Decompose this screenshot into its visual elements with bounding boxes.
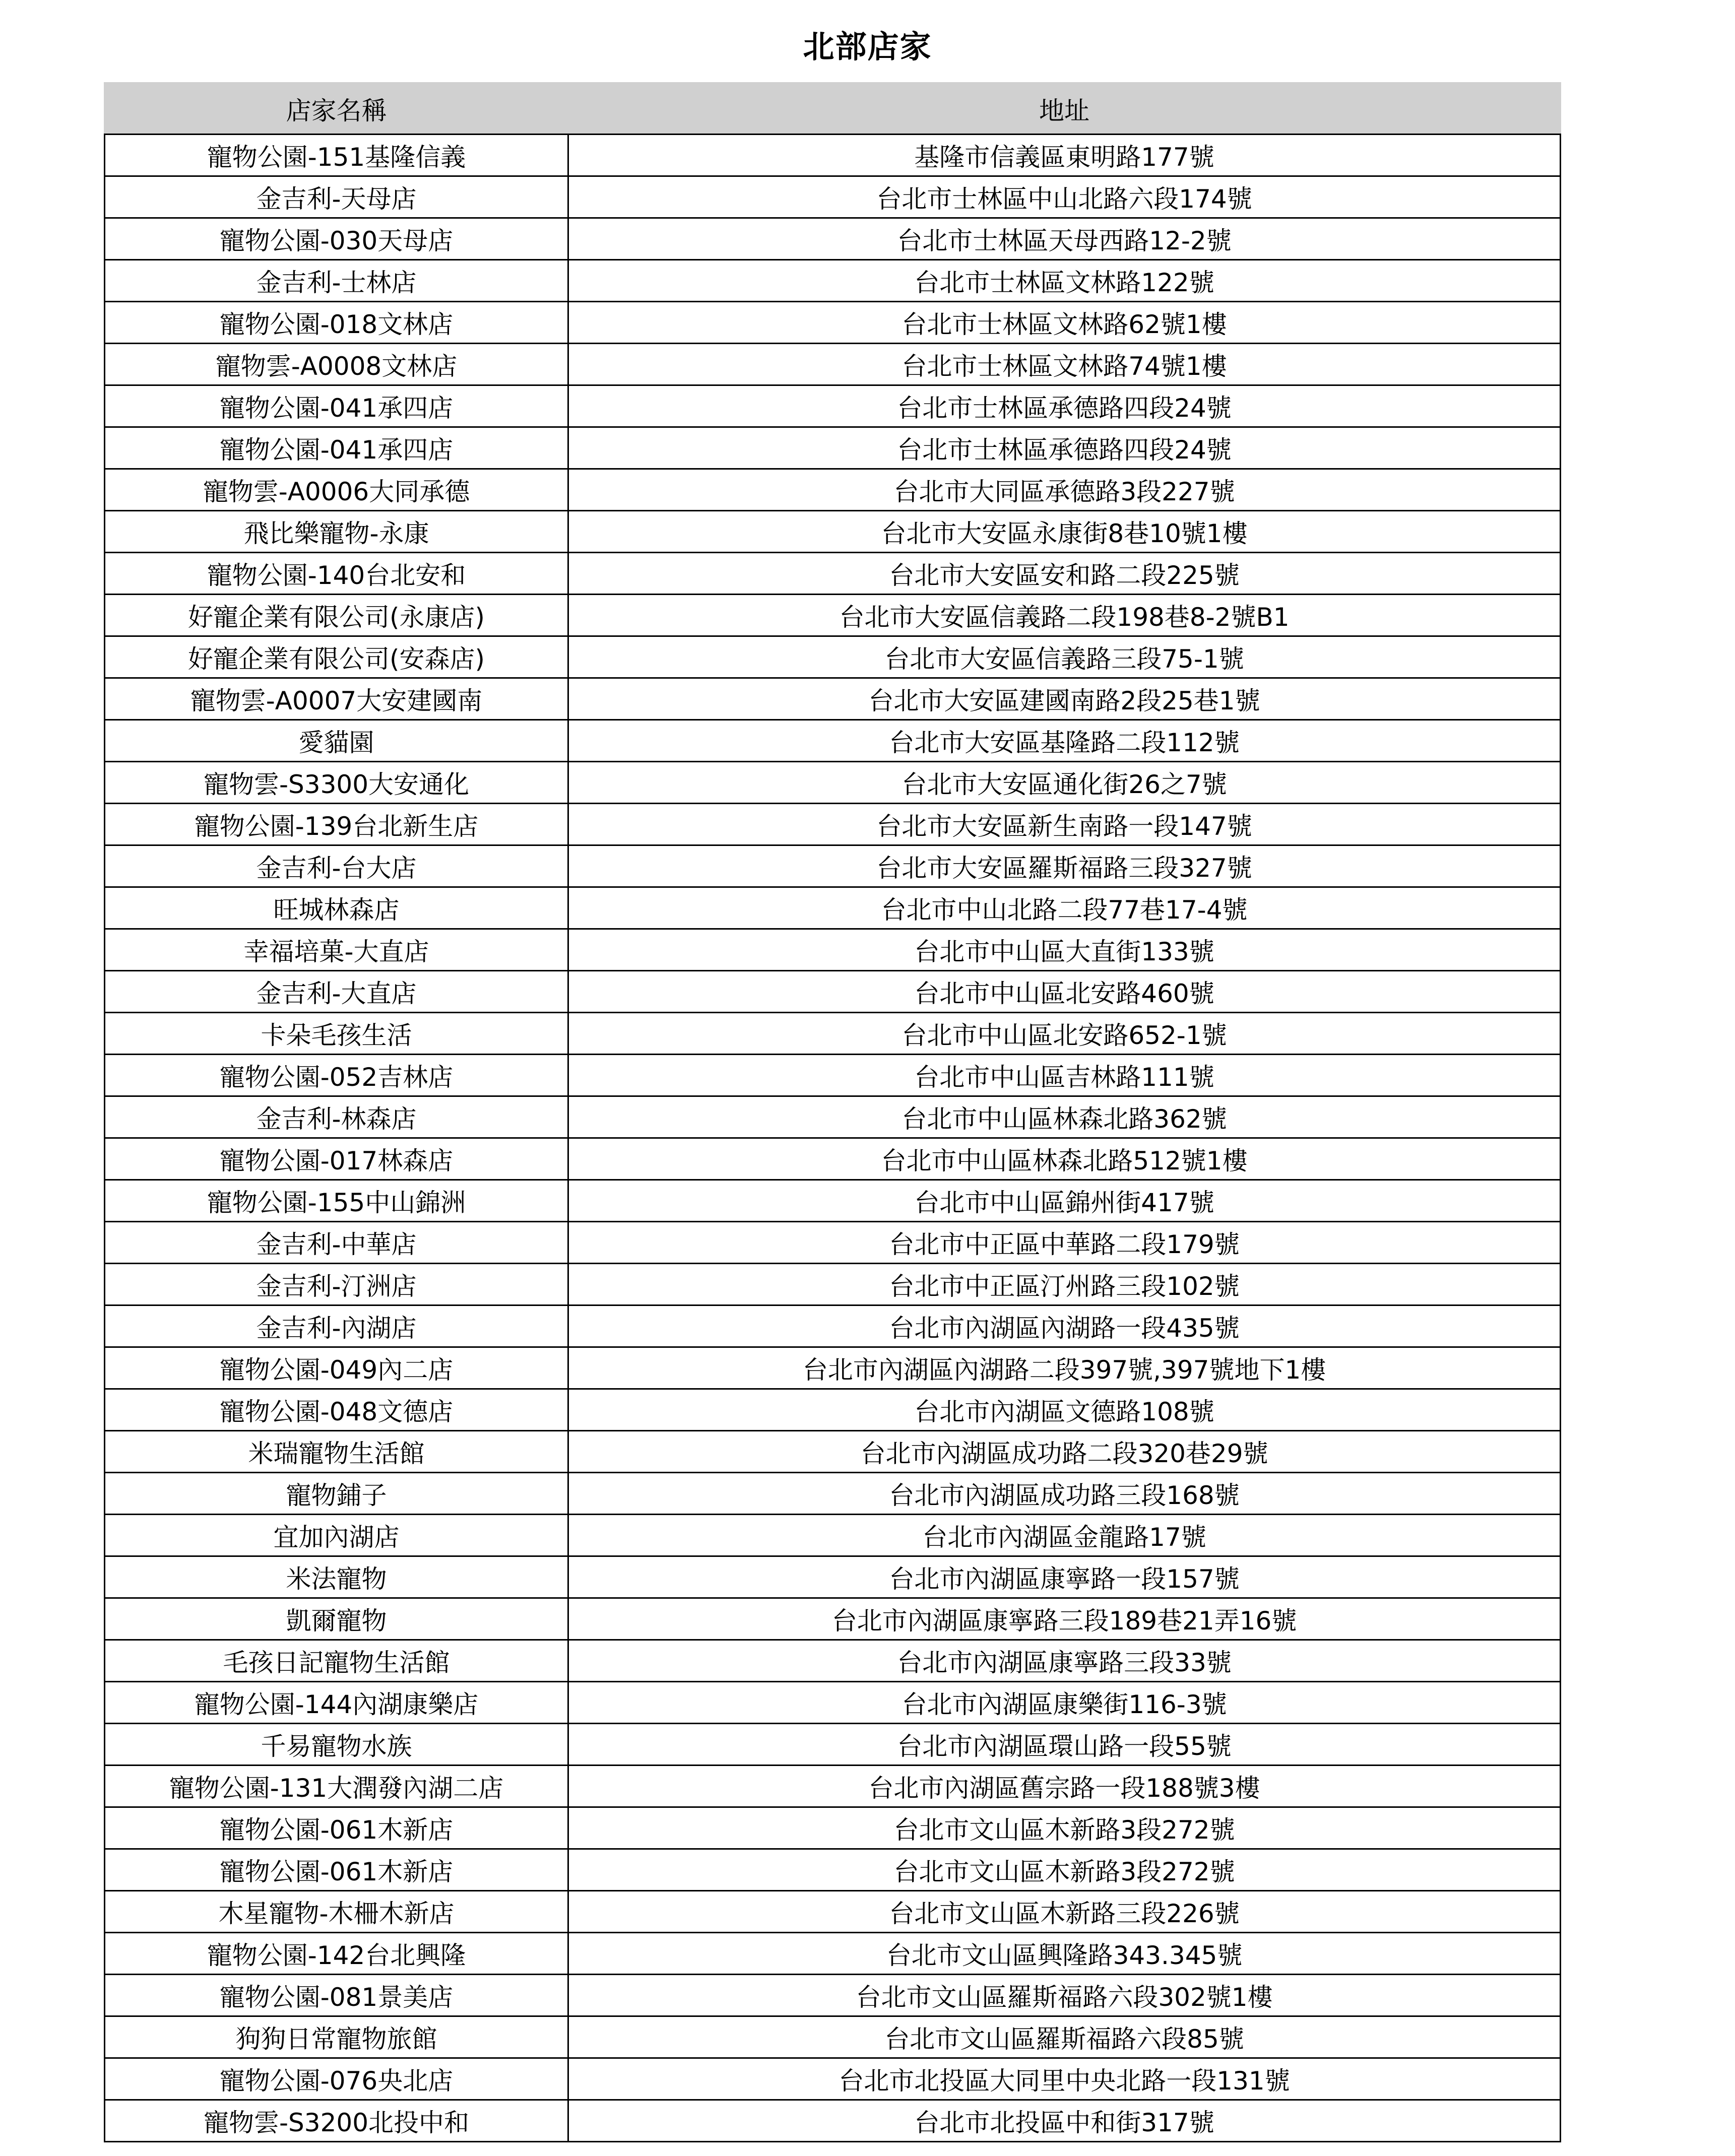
store-address-cell: 台北市文山區羅斯福路六段302號1樓 [568,1975,1561,2016]
table-row [105,887,1561,929]
store-address-cell: 台北市中正區中華路二段179號 [568,1222,1561,1264]
store-address-cell: 台北市士林區承德路四段24號 [568,385,1561,427]
table-row [105,845,1561,887]
store-name-cell: 寵物雲-A0006大同承德 [105,469,568,511]
table-row [105,1682,1561,1724]
store-name-cell: 寵物公園-061木新店 [105,1849,568,1891]
store-address-cell: 台北市大安區信義路三段75-1號 [568,636,1561,678]
table-row [105,1055,1561,1096]
store-address-cell: 台北市北投區大同里中央北路一段131號 [568,2058,1561,2100]
store-address-cell: 台北市文山區木新路三段226號 [568,1891,1561,1933]
store-address-cell: 基隆市信義區東明路177號 [568,135,1561,176]
store-address-cell: 台北市內湖區康寧路三段33號 [568,1640,1561,1682]
store-name-cell: 寵物公園-052吉林店 [105,1055,568,1096]
table-row [105,1347,1561,1389]
store-name-cell: 金吉利-天母店 [105,176,568,218]
store-name-cell: 寵物公園-151基隆信義 [105,135,568,176]
store-address-cell: 台北市內湖區內湖路一段435號 [568,1305,1561,1347]
store-address-cell: 台北市大安區基隆路二段112號 [568,720,1561,762]
store-address-cell: 台北市大安區羅斯福路三段327號 [568,845,1561,887]
table-row [105,135,1561,176]
store-name-cell: 寵物鋪子 [105,1473,568,1515]
store-address-cell: 台北市大安區建國南路2段25巷1號 [568,678,1561,720]
table-row [105,971,1561,1013]
table-row [105,636,1561,678]
table-row [105,2058,1561,2100]
column-header-store-name: 店家名稱 [105,83,568,135]
store-address-cell: 台北市大安區永康街8巷10號1樓 [568,511,1561,553]
store-name-cell: 旺城林森店 [105,887,568,929]
store-name-cell: 毛孩日記寵物生活館 [105,1640,568,1682]
table-row [105,511,1561,553]
store-address-cell: 台北市中山區北安路460號 [568,971,1561,1013]
store-name-cell: 寵物公園-142台北興隆 [105,1933,568,1975]
table-row [105,2100,1561,2142]
store-name-cell: 寵物公園-041承四店 [105,385,568,427]
store-name-cell: 金吉利-汀洲店 [105,1264,568,1305]
store-name-cell: 金吉利-台大店 [105,845,568,887]
store-address-cell: 台北市文山區木新路3段272號 [568,1849,1561,1891]
table-row [105,1096,1561,1138]
table-row [105,762,1561,804]
table-row [105,1264,1561,1305]
table-row [105,260,1561,302]
table-row [105,720,1561,762]
store-name-cell: 寵物公園-017林森店 [105,1138,568,1180]
table-row [105,176,1561,218]
table-row [105,1766,1561,1807]
table-row [105,218,1561,260]
store-address-cell: 台北市文山區木新路3段272號 [568,1807,1561,1849]
store-name-cell: 金吉利-林森店 [105,1096,568,1138]
store-name-cell: 金吉利-內湖店 [105,1305,568,1347]
table-row [105,1473,1561,1515]
store-name-cell: 寵物公園-076央北店 [105,2058,568,2100]
store-name-cell: 寵物公園-131大潤發內湖二店 [105,1766,568,1807]
table-row [105,344,1561,385]
store-address-cell: 台北市士林區文林路122號 [568,260,1561,302]
table-row [105,2016,1561,2058]
store-name-cell: 愛貓園 [105,720,568,762]
store-address-cell: 台北市大安區信義路二段198巷8-2號B1 [568,595,1561,636]
store-address-cell: 台北市中山區北安路652-1號 [568,1013,1561,1055]
store-address-cell: 台北市內湖區文德路108號 [568,1389,1561,1431]
store-name-cell: 寵物公園-081景美店 [105,1975,568,2016]
store-address-cell: 台北市中山區林森北路512號1樓 [568,1138,1561,1180]
store-address-cell: 台北市中山區林森北路362號 [568,1096,1561,1138]
table-row [105,1807,1561,1849]
store-name-cell: 寵物公園-049內二店 [105,1347,568,1389]
table-row [105,469,1561,511]
store-name-cell: 飛比樂寵物-永康 [105,511,568,553]
store-name-cell: 寵物公園-155中山錦洲 [105,1180,568,1222]
table-body [105,135,1561,2142]
page-title: 北部店家 [803,28,932,65]
store-address-cell: 台北市中山區大直街133號 [568,929,1561,971]
store-address-cell: 台北市大安區新生南路一段147號 [568,804,1561,845]
store-name-cell: 寵物公園-041承四店 [105,427,568,469]
table-row [105,1515,1561,1556]
store-address-cell: 台北市內湖區舊宗路一段188號3樓 [568,1766,1561,1807]
store-name-cell: 狗狗日常寵物旅館 [105,2016,568,2058]
store-address-cell: 台北市大同區承德路3段227號 [568,469,1561,511]
table-row [105,1975,1561,2016]
store-name-cell: 千易寵物水族 [105,1724,568,1766]
store-address-cell: 台北市士林區文林路74號1樓 [568,344,1561,385]
table-row [105,1180,1561,1222]
store-address-cell: 台北市士林區文林路62號1樓 [568,302,1561,344]
store-name-cell: 寵物公園-048文德店 [105,1389,568,1431]
store-address-cell: 台北市內湖區康寧路三段189巷21弄16號 [568,1598,1561,1640]
table-row [105,678,1561,720]
table-row [105,1138,1561,1180]
store-name-cell: 寵物公園-144內湖康樂店 [105,1682,568,1724]
table-row [105,1013,1561,1055]
store-address-cell: 台北市大安區通化街26之7號 [568,762,1561,804]
store-name-cell: 寵物公園-140台北安和 [105,553,568,595]
store-name-cell: 金吉利-士林店 [105,260,568,302]
table-row [105,1891,1561,1933]
store-table [104,82,1561,2142]
store-name-cell: 好寵企業有限公司(安森店) [105,636,568,678]
store-name-cell: 米瑞寵物生活館 [105,1431,568,1473]
store-name-cell: 寵物公園-061木新店 [105,1807,568,1849]
store-name-cell: 金吉利-大直店 [105,971,568,1013]
store-name-cell: 寵物公園-139台北新生店 [105,804,568,845]
store-address-cell: 台北市士林區天母西路12-2號 [568,218,1561,260]
store-address-cell: 台北市內湖區環山路一段55號 [568,1724,1561,1766]
table-row [105,1556,1561,1598]
store-name-cell: 好寵企業有限公司(永康店) [105,595,568,636]
store-name-cell: 寵物公園-018文林店 [105,302,568,344]
table-row [105,1598,1561,1640]
table-row [105,595,1561,636]
store-address-cell: 台北市內湖區金龍路17號 [568,1515,1561,1556]
table-row [105,1933,1561,1975]
store-address-cell: 台北市內湖區內湖路二段397號,397號地下1樓 [568,1347,1561,1389]
store-name-cell: 寵物雲-S3200北投中和 [105,2100,568,2142]
table-row [105,1222,1561,1264]
table-row [105,1305,1561,1347]
store-name-cell: 寵物雲-A0008文林店 [105,344,568,385]
table-row [105,302,1561,344]
store-name-cell: 卡朵毛孩生活 [105,1013,568,1055]
store-address-cell: 台北市內湖區康寧路一段157號 [568,1556,1561,1598]
store-name-cell: 木星寵物-木柵木新店 [105,1891,568,1933]
store-name-cell: 凱爾寵物 [105,1598,568,1640]
table-header-row [105,83,1561,135]
table-row [105,1849,1561,1891]
column-header-address: 地址 [568,83,1561,135]
store-name-cell: 幸福培菓-大直店 [105,929,568,971]
table-row [105,1640,1561,1682]
store-address-cell: 台北市內湖區成功路三段168號 [568,1473,1561,1515]
table-row [105,427,1561,469]
store-name-cell: 寵物公園-030天母店 [105,218,568,260]
store-address-cell: 台北市文山區羅斯福路六段85號 [568,2016,1561,2058]
table-row [105,385,1561,427]
table-row [105,1389,1561,1431]
store-address-cell: 台北市中山區吉林路111號 [568,1055,1561,1096]
table-row [105,553,1561,595]
store-name-cell: 金吉利-中華店 [105,1222,568,1264]
store-address-cell: 台北市大安區安和路二段225號 [568,553,1561,595]
store-address-cell: 台北市文山區興隆路343.345號 [568,1933,1561,1975]
store-address-cell: 台北市內湖區成功路二段320巷29號 [568,1431,1561,1473]
store-name-cell: 米法寵物 [105,1556,568,1598]
store-name-cell: 寵物雲-S3300大安通化 [105,762,568,804]
table-row [105,929,1561,971]
store-address-cell: 台北市士林區中山北路六段174號 [568,176,1561,218]
store-address-cell: 台北市中山北路二段77巷17-4號 [568,887,1561,929]
store-name-cell: 宜加內湖店 [105,1515,568,1556]
table-row [105,1431,1561,1473]
store-address-cell: 台北市北投區中和街317號 [568,2100,1561,2142]
table-row [105,804,1561,845]
store-address-cell: 台北市內湖區康樂街116-3號 [568,1682,1561,1724]
table-row [105,1724,1561,1766]
store-name-cell: 寵物雲-A0007大安建國南 [105,678,568,720]
store-address-cell: 台北市中正區汀州路三段102號 [568,1264,1561,1305]
store-address-cell: 台北市士林區承德路四段24號 [568,427,1561,469]
store-address-cell: 台北市中山區錦州街417號 [568,1180,1561,1222]
